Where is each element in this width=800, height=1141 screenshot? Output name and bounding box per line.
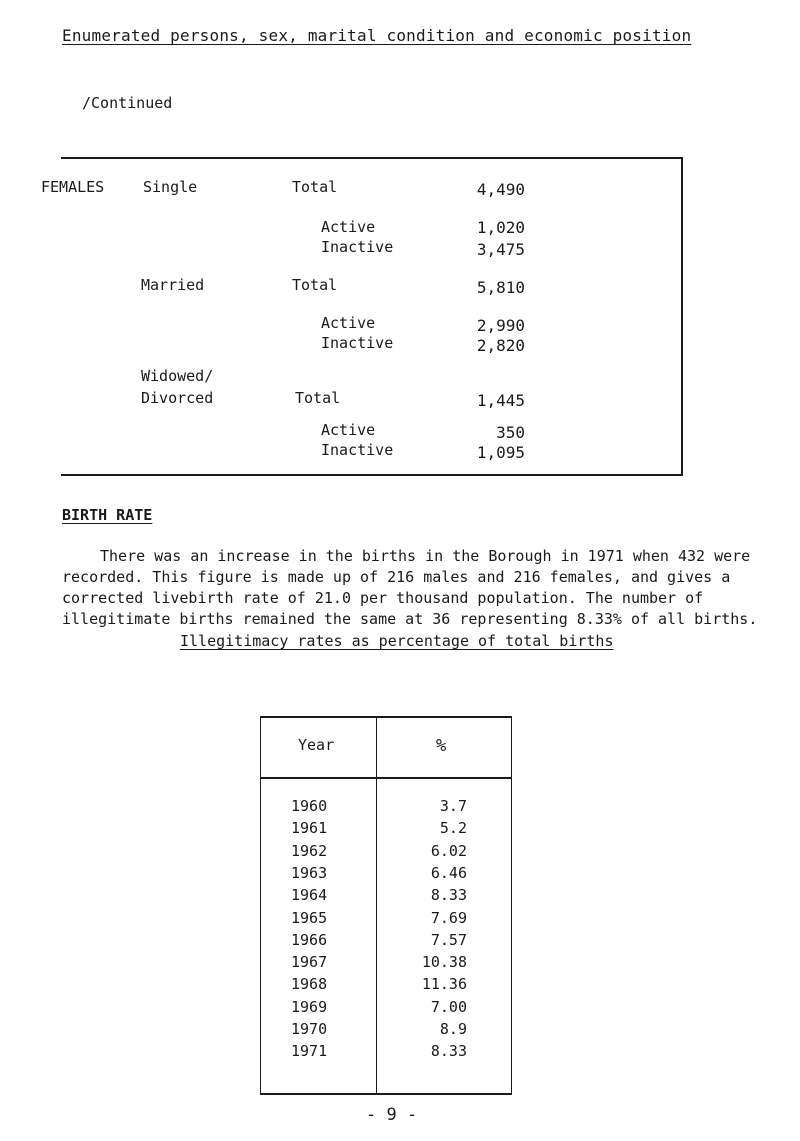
percent-cell: 7.69 (430, 908, 467, 927)
table-row (261, 909, 511, 931)
year-cell: 1964 (291, 886, 328, 905)
header-divider (261, 777, 511, 779)
table-row (261, 797, 511, 819)
year-cell: 1966 (291, 930, 328, 949)
active-label: Active (321, 218, 376, 236)
year-cell: 1969 (291, 997, 328, 1016)
status-divorced: Divorced (141, 389, 214, 407)
year-cell: 1960 (291, 797, 328, 815)
married-inactive-value: 2,820 (476, 336, 525, 355)
birth-rate-heading: BIRTH RATE (62, 506, 153, 524)
total-label: Total (292, 276, 338, 294)
percent-cell: 8.33 (430, 886, 467, 905)
married-active-value: 2,990 (476, 316, 525, 335)
year-cell: 1963 (291, 863, 328, 882)
percent-cell: 3.7 (439, 797, 467, 815)
table-row (261, 1042, 511, 1064)
year-cell: 1970 (291, 1020, 328, 1038)
percent-column-header: % (436, 736, 447, 756)
continued-label: /Continued (82, 94, 173, 112)
total-label: Total (292, 178, 338, 196)
table-row (261, 864, 511, 886)
illegitimacy-table (260, 716, 512, 1095)
status-married: Married (141, 276, 205, 294)
percent-cell: 6.46 (430, 863, 467, 882)
active-label: Active (321, 421, 376, 439)
females-table (41, 157, 683, 476)
table-row (261, 931, 511, 953)
active-label: Active (321, 314, 376, 332)
widowed-inactive-value: 1,095 (476, 443, 525, 462)
total-label: Total (295, 389, 341, 407)
inactive-label: Inactive (321, 238, 394, 256)
year-cell: 1971 (291, 1042, 328, 1061)
table-row (261, 998, 511, 1020)
year-column-header: Year (298, 736, 335, 754)
inactive-label: Inactive (321, 441, 394, 459)
percent-cell: 5.2 (439, 819, 467, 838)
percent-cell: 11.36 (421, 975, 467, 994)
percent-cell: 7.57 (430, 930, 467, 949)
percent-cell: 8.33 (430, 1042, 467, 1061)
year-cell: 1961 (291, 819, 328, 838)
page-title: Enumerated persons, sex, marital condition and economic position (62, 26, 692, 45)
table-row (261, 842, 511, 864)
year-cell: 1965 (291, 908, 328, 927)
table-row (261, 886, 511, 908)
inactive-label: Inactive (321, 334, 394, 352)
single-inactive-value: 3,475 (476, 240, 525, 259)
percent-cell: 6.02 (430, 841, 467, 860)
illegitimacy-heading: Illegitimacy rates as percentage of total births (180, 632, 614, 650)
year-cell: 1968 (291, 975, 328, 994)
sex-label: FEMALES (41, 178, 105, 196)
page-number: - 9 - (366, 1105, 418, 1125)
status-widowed: Widowed/ (141, 367, 214, 385)
status-single: Single (143, 178, 198, 196)
table-row (261, 975, 511, 997)
table-row (261, 1020, 511, 1042)
year-cell: 1967 (291, 953, 328, 972)
birth-rate-paragraph: There was an increase in the births in the Borough in 1971 when 432 were recorded. This figure is made up of 216 males and 216 females, and gives a corrected livebirth rate of 21.0 per thousand population. The number of illegitimate births remained the same at 36 representing 8.33% of all births. (62, 547, 758, 628)
percent-cell: 10.38 (421, 953, 467, 972)
percent-cell: 8.9 (439, 1020, 467, 1038)
widowed-active-value: 350 (496, 423, 525, 442)
table-row (261, 953, 511, 975)
single-active-value: 1,020 (476, 218, 525, 237)
percent-cell: 7.00 (430, 997, 467, 1016)
single-total-value: 4,490 (476, 180, 525, 199)
widowed-total-value: 1,445 (476, 391, 525, 410)
year-cell: 1962 (291, 841, 328, 860)
married-total-value: 5,810 (476, 278, 525, 297)
table-row (261, 819, 511, 841)
